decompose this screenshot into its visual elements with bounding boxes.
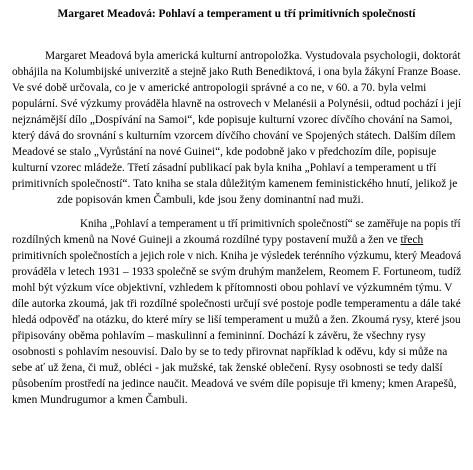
paragraph-2-line-3: primitivních společnostích a jejich role v nich. Kniha je výsledek terénního výzkumu, který Meadová xyxy=(12,250,462,262)
paragraph-2-line-1: Kniha „Pohlaví a temperament u tří primitivních společností“ se zaměřuje na popis tří xyxy=(80,218,461,230)
paragraph-1-line-4: populární. Své výzkumy prováděla hlavně na ostrovech v Melanésii a Polynésii, odtud pochází i její xyxy=(12,98,462,110)
paragraph-2-line-6: díle autorka zkoumá, jak tři rozdílné společnosti určují své postoje podle temperamentu a dále také xyxy=(12,298,461,310)
paragraph-2-underlined-word: třech xyxy=(400,234,424,246)
paragraph-1-line-10: zde popisován kmen Čambuli, kde jsou ženy dominantní nad muži. xyxy=(57,194,364,206)
paragraph-1-line-1: Margaret Meadová byla americká kulturní antropoložka. Vystudovala psychologii, doktorát xyxy=(45,50,461,62)
paragraph-1-line-6: který dává do srovnání s kulturním vzorcem dívčího chování ve Spojených státech. Dalším dílem xyxy=(12,130,456,142)
paragraph-2-line-10: sebe ať už žena, či muž, obléci - jak mužské, tak ženské oblečení. Rysy osobnosti se tedy další xyxy=(12,362,443,374)
paragraph-2-line-5: mohl být výzkum více objektivní, vzhledem k přítomnosti obou pohlaví ve výzkumném týmu. V xyxy=(12,282,453,294)
paragraph-2-line-2-text: rozdílných kmenů na Nové Guineji a zkoumá rozdílné typy postavení mužů a žen ve xyxy=(12,234,398,246)
paragraph-2-line-7: hledá odpověď na otázku, do které míry se liší temperament u mužů a žen. Zkoumá rysy, které jsou xyxy=(12,314,461,326)
paragraph-1-line-5: nejznámější dílo „Dospívání na Samoi“, kde popisuje kulturní vzorec dívčího chování na Samoi, xyxy=(12,114,453,126)
paragraph-1-line-8: kulturní vzorec mládeže. Třetí zásadní publikací pak byla kniha „Pohlaví a temperament u tří xyxy=(12,162,437,174)
document-title: Margaret Meadová: Pohlaví a temperament u tří primitivních společností xyxy=(57,8,416,20)
paragraph-2-line-12: kmen Mundrugumor a kmen Čambuli. xyxy=(12,394,188,406)
paragraph-1-line-9: primitivních společností“. Tato kniha se stala důležitým kamenem feministického hnutí, jelikož je xyxy=(12,178,458,190)
paragraph-1-line-7: Meadové se stalo „Vyrůstání na nové Guinei“, kde podobně jako v předchozím díle, popisuje xyxy=(12,146,437,158)
paragraph-1-line-2: obhájila na Kolumbijské univerzitě a stejně jako Ruth Benediktová, i ona byla žákyní Franze Boase. xyxy=(12,66,461,78)
paragraph-2-line-8: připisovány oběma pohlavím – maskulinní a femininní. Dochází k závěru, že všechny rysy xyxy=(12,330,426,342)
paragraph-2-line-9: osobnosti s pohlavím nesouvisí. Dalo by se to tedy přirovnat například k oděvu, kdy si může na xyxy=(12,346,448,358)
paragraph-2-line-4: prováděla v letech 1931 – 1933 společně se svým druhým manželem, Reomem F. Fortuneom, tudíž xyxy=(12,266,462,278)
paragraph-1-line-3: Ve své době určovala, co je v americké antropologii správné a co ne, v 60. a 70. byla velmi xyxy=(12,82,427,94)
paragraph-2-line-11: působením prostředí na jedince naučit. Meadová ve svém díle popisuje tři kmeny; kmen Arapešů, xyxy=(12,378,457,390)
paragraph-2-line-2 xyxy=(12,232,423,248)
